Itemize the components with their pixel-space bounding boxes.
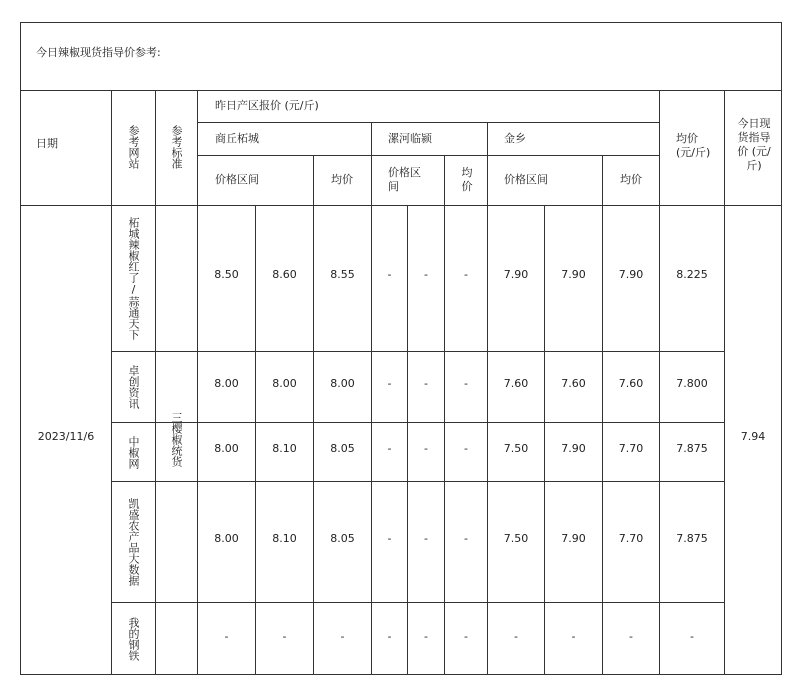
- cell: -: [571, 630, 576, 643]
- cell: -: [387, 630, 392, 643]
- cell: 8.225: [676, 268, 708, 281]
- cell: 8.60: [272, 268, 297, 281]
- cell: -: [690, 630, 694, 643]
- cell: -: [464, 268, 468, 281]
- region3-avg-header: 均价: [620, 173, 642, 186]
- col-r2-left: [371, 122, 372, 675]
- site-name: 柘城辣椒红了/蒜通天下: [127, 216, 140, 340]
- standard-header-text: 参考标准: [170, 125, 183, 169]
- cell: -: [629, 630, 633, 643]
- cell: -: [282, 630, 287, 643]
- cell: 8.10: [272, 442, 297, 455]
- cell: -: [464, 532, 468, 545]
- cell: -: [424, 377, 428, 390]
- cell: -: [387, 532, 392, 545]
- note-text: 今日辣椒现货指导价参考:: [36, 46, 161, 59]
- cell: 8.00: [214, 532, 239, 545]
- table-row-site: [112, 352, 154, 422]
- cell: 7.90: [503, 268, 529, 281]
- cell: -: [340, 630, 345, 643]
- table-row-site: [112, 206, 154, 350]
- guide-price-value: 7.94: [740, 430, 766, 443]
- line-row1-bottom: [111, 351, 724, 352]
- cell: 7.60: [618, 377, 644, 390]
- cell: 8.50: [214, 268, 239, 281]
- col-r3-split2: [602, 155, 603, 675]
- cell: 7.60: [503, 377, 529, 390]
- cell: -: [224, 630, 229, 643]
- cell: 7.70: [618, 442, 644, 455]
- cell: 7.875: [676, 532, 708, 545]
- region2-avg-header: 均价: [461, 166, 473, 193]
- region1-range-header: 价格区间: [215, 173, 259, 186]
- col-r3-left: [487, 122, 488, 675]
- region3-range-header: 价格区间: [504, 173, 548, 186]
- cell: -: [424, 268, 428, 281]
- cell: 8.00: [214, 377, 239, 390]
- cell: -: [464, 442, 468, 455]
- cell: -: [464, 630, 468, 643]
- avg-col-header: 均价 (元/斤): [676, 132, 711, 159]
- line-region-top: [197, 122, 660, 123]
- cell: 7.875: [676, 442, 708, 455]
- cell: -: [424, 532, 428, 545]
- standard-header: [156, 112, 196, 182]
- table-row-site: [112, 603, 154, 674]
- border-note-bottom: [20, 90, 782, 91]
- region3-header: 金乡: [504, 132, 526, 145]
- table-row-site: [112, 482, 154, 602]
- cell: 8.00: [214, 442, 239, 455]
- line-row3-bottom: [111, 481, 724, 482]
- border-right: [781, 22, 782, 675]
- line-range-top: [197, 155, 660, 156]
- date-header: 日期: [36, 137, 58, 150]
- line-row2-bottom: [111, 422, 724, 423]
- site-name: 凯盛农产品大数据: [127, 498, 140, 586]
- cell: 8.05: [330, 532, 355, 545]
- standard-value: [156, 404, 196, 474]
- cell: -: [387, 268, 392, 281]
- cell: 8.00: [330, 377, 355, 390]
- cell: 7.60: [561, 377, 586, 390]
- cell: 7.90: [561, 532, 586, 545]
- col-guide-left: [724, 90, 725, 675]
- guide-col-header: 今日现货指导价 (元/斤): [737, 117, 771, 172]
- cell: 7.50: [503, 442, 529, 455]
- date-value: 2023/11/6: [37, 430, 95, 443]
- cell: 8.55: [330, 268, 355, 281]
- cell: -: [387, 442, 392, 455]
- site-name: 卓创资讯: [127, 365, 140, 409]
- cell: 8.05: [330, 442, 355, 455]
- cell: 7.90: [618, 268, 644, 281]
- region2-range-header: 价格区间: [388, 166, 421, 193]
- table-row-site: [112, 423, 154, 481]
- cell: -: [464, 377, 468, 390]
- cell: 8.10: [272, 532, 297, 545]
- border-bottom: [20, 674, 782, 675]
- cell: 7.90: [561, 268, 586, 281]
- cell: -: [424, 630, 428, 643]
- standard-value-text: 三樱椒统货: [170, 411, 183, 467]
- cell: 7.50: [503, 532, 529, 545]
- site-name: 中椒网: [127, 435, 140, 469]
- border-top: [20, 22, 782, 23]
- cell: -: [514, 630, 518, 643]
- col-r1-split2: [313, 155, 314, 675]
- cell: -: [424, 442, 428, 455]
- line-row4-bottom: [111, 602, 724, 603]
- region1-header: 商丘柘城: [215, 132, 259, 145]
- cell: 7.70: [618, 532, 644, 545]
- border-left: [20, 22, 21, 675]
- region2-header: 漯河临颍: [388, 132, 432, 145]
- col-r2-split2: [444, 155, 445, 675]
- region1-avg-header: 均价: [331, 173, 353, 186]
- cell: 7.800: [676, 377, 708, 390]
- cell: 7.90: [561, 442, 586, 455]
- cell: -: [387, 377, 392, 390]
- site-header: 参考网站: [127, 125, 140, 169]
- cell: 8.00: [272, 377, 297, 390]
- site-name: 我的钢铁: [127, 616, 140, 661]
- yesterday-header: 昨日产区报价 (元/斤): [215, 99, 319, 112]
